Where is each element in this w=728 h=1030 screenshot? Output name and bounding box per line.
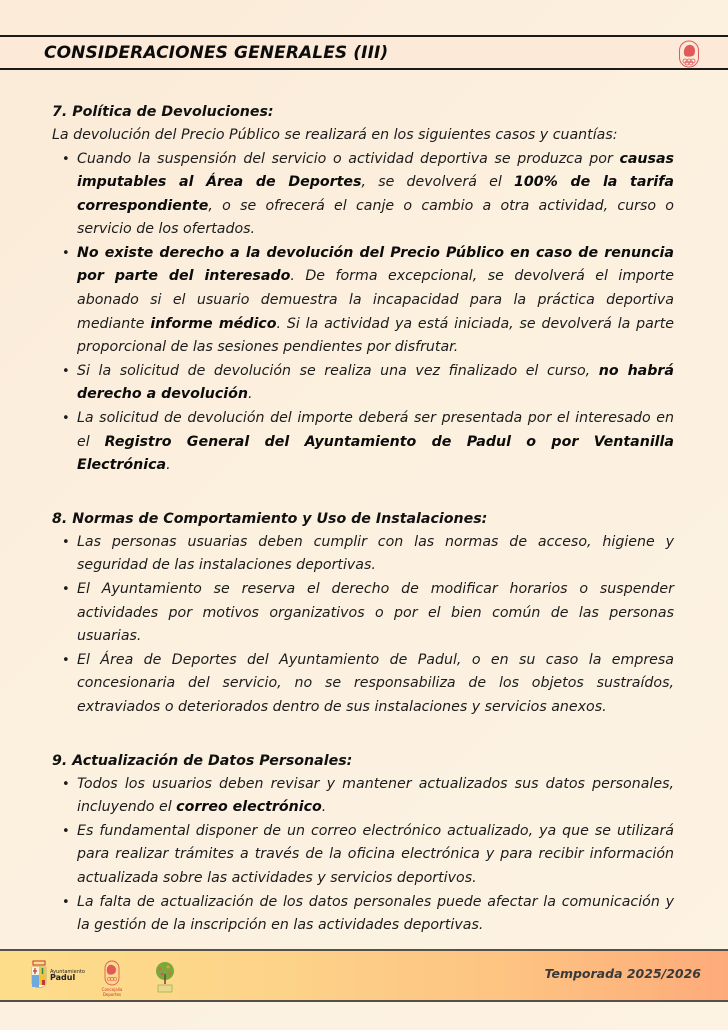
text-run: Cuando la suspensión del servicio o actividad deportiva se produzca por	[77, 150, 620, 167]
text-run: La solicitud de devolución del importe deberá ser presentada por el interesado en el	[77, 410, 674, 450]
page-footer	[0, 949, 728, 1002]
section-title: 8. Normas de Comportamiento y Uso de Instalaciones:	[52, 510, 488, 527]
bullet-item	[77, 531, 674, 578]
text-run: Todos los usuarios deben revisar y mantener actualizados sus datos personales, incluyendo el	[77, 775, 674, 816]
bullet-item	[77, 407, 674, 478]
text-run: , o se ofrecerá el canje o cambio a otra actividad, curso o servicio de los ofertados.	[77, 197, 674, 238]
bold-text: correo electrónico	[176, 799, 322, 816]
logo-line2: Padul	[50, 973, 76, 982]
ayuntamiento-padul-logo	[30, 960, 85, 994]
page-header	[0, 35, 728, 70]
text-run: La falta de actualización de los datos personales puede afectar la comunicación y la gestión de la inscripción en las actividades deportivas.	[77, 893, 674, 934]
bullet-item	[77, 649, 674, 720]
concejalia-deportes-logo-icon	[94, 960, 130, 987]
season-label: Temporada 2025/2026	[544, 966, 701, 981]
text-run: . De forma excepcional, se devolverá el importe abonado si el usuario demuestra la incapacidad para la práctica deportiva mediante	[77, 268, 674, 332]
logo-line1: Ayuntamiento	[50, 969, 85, 975]
sports-department-logo-icon	[678, 40, 700, 68]
text-run: . Si la actividad ya está iniciada, se devolverá la parte proporcional de las sesiones pendientes por disfrutar.	[77, 315, 674, 356]
page-title: CONSIDERACIONES GENERALES (III)	[44, 43, 389, 63]
text-run: Las personas usuarias deben cumplir con las normas de acceso, higiene y seguridad de las instalaciones deportivas.	[77, 533, 674, 574]
section-intro: La devolución del Precio Público se realizará en los siguientes casos y cuantías:	[52, 127, 618, 143]
bold-text: informe médico	[150, 315, 277, 332]
bold-text: Registro General del Ayuntamiento de Padul o por Ventanilla Electrónica	[77, 433, 674, 474]
text-run: El Ayuntamiento se reserva el derecho de modificar horarios o suspender actividades por motivos organizativos o por el bien común de las personas usuarias.	[77, 581, 674, 645]
bullet-item	[77, 360, 674, 407]
bullet-list	[52, 531, 674, 720]
text-run: El Área de Deportes del Ayuntamiento de Padul, o en su caso la empresa concesionaria del servicio, no se responsabiliza de los objetos sustraídos, extraviados o deteriorados dentro de sus instalaciones y servicios anexos.	[77, 651, 674, 715]
section-title: 9. Actualización de Datos Personales:	[52, 752, 353, 769]
tree-logo-icon	[150, 960, 180, 994]
bullet-item	[77, 578, 674, 649]
section-refund-policy	[52, 101, 674, 478]
ayuntamiento-padul-crest-icon	[30, 960, 48, 994]
text-run: .	[247, 386, 253, 403]
bold-text: No existe derecho a la devolución del Precio Público en caso de renuncia por parte del interesado	[77, 244, 674, 285]
document-body	[52, 101, 674, 938]
text-run: Es fundamental disponer de un correo electrónico actualizado, ya que se utilizará para realizar trámites a través de la oficina electrónica y para recibir información actualizada sobre las actividades y servicios deportivos.	[77, 822, 674, 886]
padul-wordmark	[50, 969, 85, 981]
text-run: Si la solicitud de devolución se realiza una vez finalizado el curso,	[77, 362, 599, 379]
text-run: , se devolverá el	[361, 174, 515, 191]
bullet-list	[52, 773, 674, 938]
bold-text: causas imputables al Área de Deportes	[77, 150, 674, 191]
bullet-item	[77, 891, 674, 938]
concejalia-deportes-logo	[94, 960, 130, 997]
tree-logo	[150, 960, 180, 994]
bullet-list	[52, 148, 674, 478]
bold-text: no habrá derecho a devolución	[77, 362, 674, 403]
bold-text: 100% de la tarifa correspondiente	[77, 174, 674, 214]
bullet-item	[77, 820, 674, 891]
bullet-item	[77, 242, 674, 360]
section-conduct-rules	[52, 508, 674, 720]
logo-caption: Concejalía Deportes	[101, 987, 123, 997]
text-run: .	[321, 799, 327, 816]
section-title: 7. Política de Devoluciones:	[52, 104, 274, 120]
text-run: .	[166, 457, 171, 474]
bullet-item	[77, 773, 674, 820]
section-personal-data	[52, 750, 674, 938]
bullet-item	[77, 148, 674, 242]
